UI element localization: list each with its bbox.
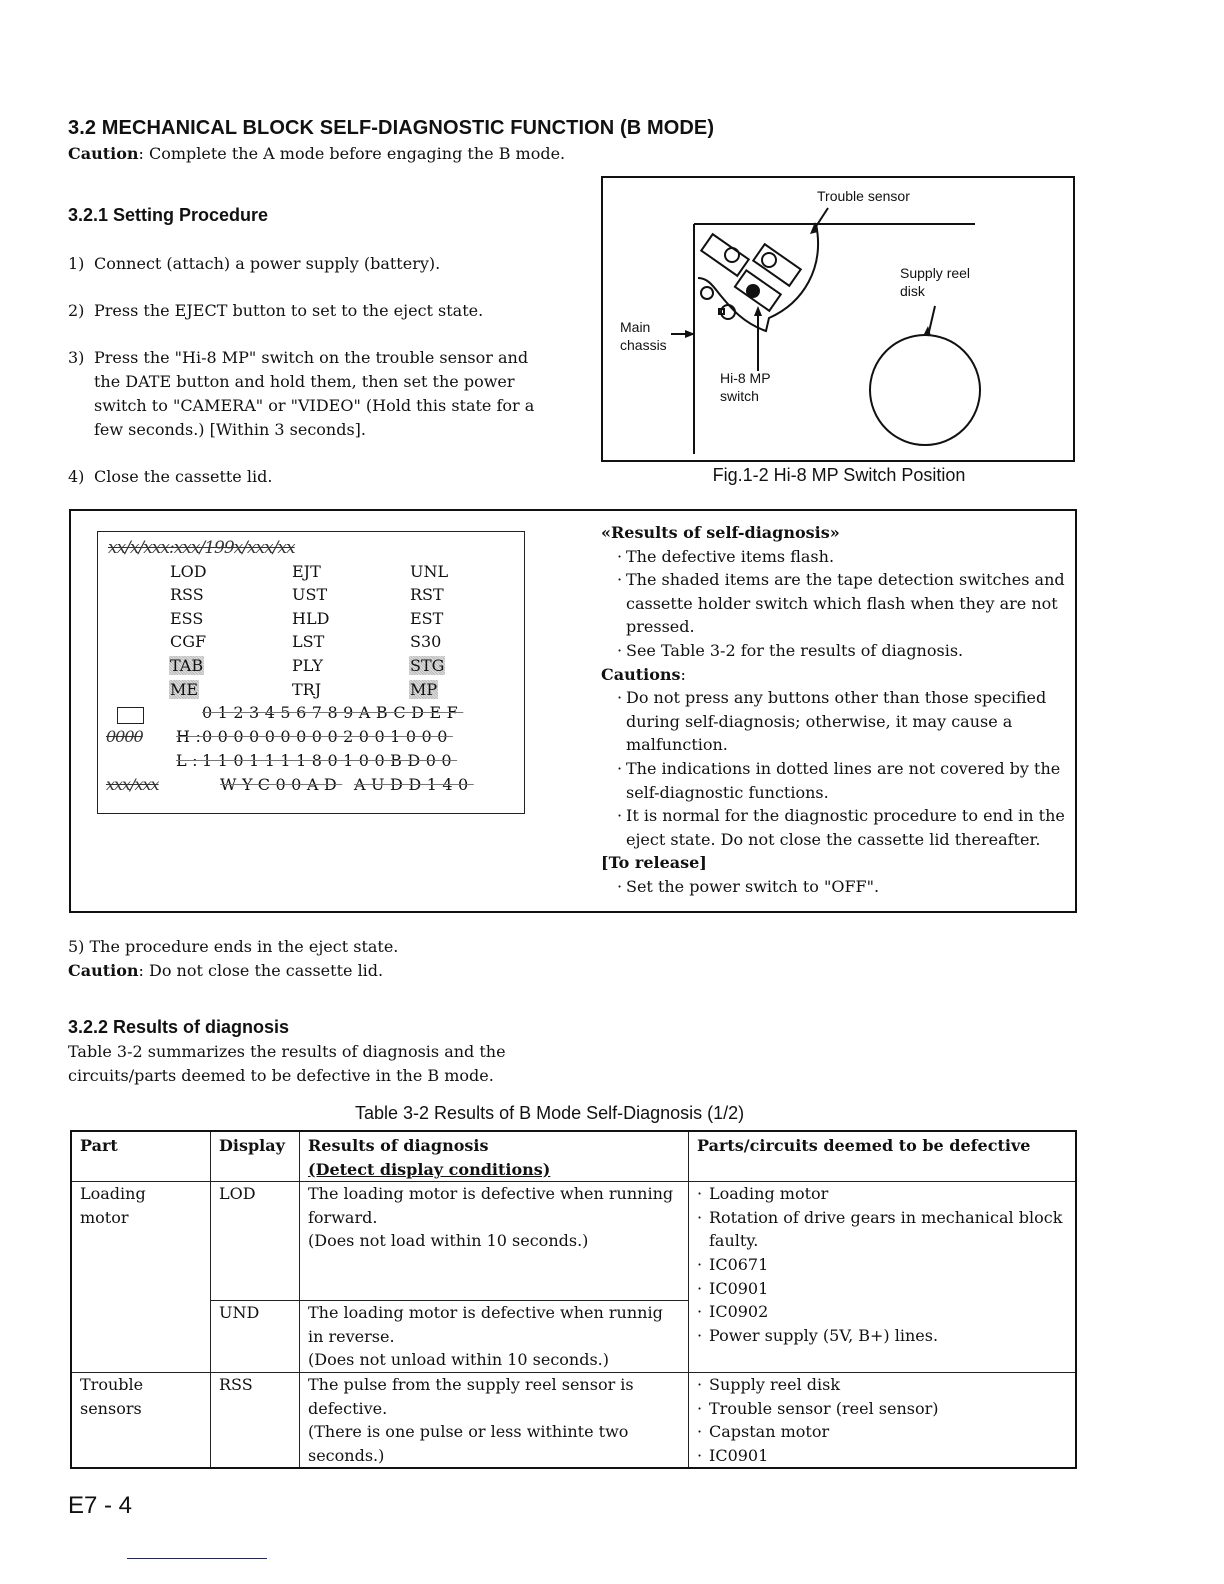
screen-item-shaded: STG (410, 656, 445, 675)
diagnosis-table (70, 1130, 1077, 1469)
header-parts: Parts/circuits deemed to be defective (689, 1131, 1077, 1182)
intro-line: Table 3-2 summarizes the results of diagnosis and the (68, 1042, 506, 1061)
label-trouble-sensor: Trouble sensor (817, 188, 910, 204)
screen-item-shaded: TAB (170, 656, 204, 675)
address-value: 0000 (106, 727, 143, 746)
l-values: 110111180100BD00 (202, 751, 458, 770)
parts-item: · IC0671 (697, 1253, 1067, 1277)
cell-line: defective. (308, 1398, 388, 1418)
procedure-step (68, 465, 538, 489)
parts-item: · Loading motor (697, 1182, 1067, 1206)
figure-hi8-switch-position (601, 176, 1075, 462)
caution-bullet: · It is normal for the diagnostic procedure to end in the eject state. Do not close the cassette lid thereafter. (601, 804, 1071, 851)
parts-item: · IC0901 (697, 1277, 1067, 1301)
parts-item: · IC0901 (697, 1444, 1067, 1468)
h-values: 0000000002001000 (202, 727, 453, 746)
label-supply-reel (900, 264, 970, 300)
step-text: Press the EJECT button to set to the eject state. (94, 301, 484, 320)
screen-item: LOD (170, 562, 207, 581)
label-line: disk (900, 283, 925, 299)
header-line: Results of diagnosis (308, 1136, 489, 1155)
label-line: Main (620, 319, 651, 335)
screen-top-line: xx/x/xxx:xxx/199x/xxx/xx (108, 538, 295, 558)
bullet-text: Do not press any buttons other than those specified during self-diagnosis; otherwise, it may cause a malfunction. (626, 688, 1047, 755)
h-label: H: (176, 727, 207, 746)
screen-item: CGF (170, 632, 207, 651)
cell-display: RSS (211, 1372, 300, 1468)
caution-text: : Do not close the cassette lid. (138, 961, 384, 980)
bullet-text: The defective items flash. (626, 546, 835, 566)
procedure-step (68, 346, 538, 442)
cautions-heading: Cautions: (601, 664, 686, 684)
screen-item: UNL (410, 562, 449, 581)
screen-item: PLY (292, 656, 323, 675)
hex-header: 0123456789ABCDEF (202, 703, 464, 722)
cell-line: The loading motor is defective when running (308, 1184, 674, 1204)
mechanism-diagram-icon (603, 178, 1073, 460)
step-number: 1) (68, 254, 85, 273)
parts-item: · IC0902 (697, 1300, 1067, 1324)
results-panel (601, 521, 1071, 899)
page-number: E7 - 4 (68, 1492, 133, 1519)
cell-line: (Does not unload within 10 seconds.) (308, 1350, 610, 1370)
label-hi8-mp-switch (720, 369, 771, 405)
bullet-text: The shaded items are the tape detection switches and cassette holder switch which flash when they are not pressed. (626, 570, 1065, 637)
screen-item-shaded: MP (410, 680, 438, 699)
caution-bullet: · Do not press any buttons other than those specified during self-diagnosis; otherwise, it may cause a malfunction. (601, 686, 1071, 757)
result-bullet: · The defective items flash. (601, 545, 1071, 569)
cell-line: seconds.) (308, 1445, 385, 1465)
cell-line: Loading (80, 1184, 146, 1204)
result-bullet: · The shaded items are the tape detection switches and cassette holder switch which flash when they are not pressed. (601, 568, 1071, 639)
cell-part (71, 1372, 211, 1468)
bullet-text: See Table 3-2 for the results of diagnosis. (626, 640, 964, 660)
bullet-text: Set the power switch to "OFF". (626, 876, 880, 896)
diagnostic-display-screen (97, 531, 525, 814)
item-text: IC0902 (709, 1302, 769, 1322)
table-header-row (71, 1131, 1076, 1182)
parts-item: · Power supply (5V, B+) lines. (697, 1324, 1067, 1348)
cell-result (300, 1372, 689, 1468)
step-number: 3) (68, 348, 85, 367)
link-underline[interactable] (127, 1558, 267, 1559)
results-section-title: 3.2.2 Results of diagnosis (68, 1017, 290, 1037)
release-bullet: · Set the power switch to "OFF". (601, 875, 1071, 899)
screen-bottom-right: AUDD140 (354, 775, 474, 794)
procedure-steps (68, 252, 538, 512)
screen-item: EJT (292, 562, 321, 581)
step-number: 2) (68, 301, 85, 320)
item-text: Capstan motor (709, 1422, 830, 1442)
table-row (71, 1182, 1076, 1301)
screen-item: ESS (170, 609, 204, 628)
table-caption: Table 3-2 Results of B Mode Self-Diagnosis (1/2) (355, 1103, 745, 1123)
figure-caption: Fig.1-2 Hi-8 MP Switch Position (712, 465, 966, 485)
label-line: Supply reel (900, 265, 971, 281)
screen-item: LST (292, 632, 325, 651)
setting-procedure-title: 3.2.1 Setting Procedure (68, 205, 269, 225)
cell-part (71, 1182, 211, 1373)
screen-bottom-left: xxx/xxx (106, 775, 159, 794)
procedure-step (68, 299, 538, 323)
cell-line: (Does not load within 10 seconds.) (308, 1231, 589, 1251)
result-bullet: · See Table 3-2 for the results of diagnosis. (601, 639, 1071, 663)
cell-line: sensors (80, 1398, 142, 1418)
caution-text: : Complete the A mode before engaging the B mode. (138, 144, 566, 163)
procedure-step (68, 252, 538, 276)
cell-line: Trouble (80, 1374, 144, 1394)
intro-line: circuits/parts deemed to be defective in the B mode. (68, 1066, 494, 1085)
caution-label: Caution (68, 144, 139, 163)
item-text: Rotation of drive gears in mechanical block faulty. (709, 1207, 1063, 1251)
cell-parts (689, 1182, 1077, 1373)
screen-bottom-mid: WYC00AD (220, 775, 343, 794)
label-main-chassis (620, 318, 667, 354)
cell-line: forward. (308, 1207, 378, 1227)
results-title: «Results of self-diagnosis» (601, 523, 840, 542)
label-line: chassis (620, 337, 667, 353)
step-number: 4) (68, 467, 85, 486)
bullet-text: The indications in dotted lines are not covered by the self-diagnostic functions. (626, 758, 1061, 802)
cell-display: LOD (211, 1182, 300, 1301)
step-text: Close the cassette lid. (94, 467, 273, 486)
header-display: Display (211, 1131, 300, 1182)
cell-result (300, 1301, 689, 1373)
step-text: Press the "Hi-8 MP" switch on the trouble sensor and the DATE button and hold them, then set the power switch to "CAMERA" or "VIDEO" (Hold this state for a few seconds.) [Within 3 seconds]. (94, 348, 535, 439)
cell-display: UND (211, 1301, 300, 1373)
screen-item: EST (410, 609, 444, 628)
screen-item: UST (292, 585, 328, 604)
cell-result (300, 1182, 689, 1301)
cell-parts (689, 1372, 1077, 1468)
caution-label: Caution (68, 961, 139, 980)
cell-line: The loading motor is defective when runnig (308, 1303, 663, 1323)
cell-line: (There is one pulse or less withinte two (308, 1422, 629, 1442)
release-heading: [To release] (601, 853, 707, 873)
parts-item: · Rotation of drive gears in mechanical block faulty. (697, 1206, 1067, 1253)
header-results (300, 1131, 689, 1182)
item-text: Trouble sensor (reel sensor) (709, 1398, 939, 1418)
header-line: (Detect display conditions) (308, 1159, 551, 1179)
screen-item: RSS (170, 585, 204, 604)
caution-lid-note (68, 959, 383, 983)
parts-item: · Trouble sensor (reel sensor) (697, 1397, 1067, 1421)
parts-item: · Capstan motor (697, 1420, 1067, 1444)
item-text: Supply reel disk (709, 1374, 841, 1394)
table-row (71, 1372, 1076, 1468)
item-text: Power supply (5V, B+) lines. (709, 1325, 939, 1345)
section-title: 3.2 MECHANICAL BLOCK SELF-DIAGNOSTIC FUNCTION (B MODE) (68, 117, 715, 139)
screen-item: HLD (292, 609, 330, 628)
screen-item-shaded: ME (170, 680, 199, 699)
caution-bullet: · The indications in dotted lines are not covered by the self-diagnostic functions. (601, 757, 1071, 804)
empty-box-icon (117, 707, 144, 724)
step-5: 5) The procedure ends in the eject state. (68, 937, 399, 956)
bullet-text: It is normal for the diagnostic procedure to end in the eject state. Do not close the cassette lid thereafter. (626, 806, 1065, 849)
item-text: IC0901 (709, 1278, 769, 1298)
label-line: switch (720, 388, 759, 404)
screen-item: RST (410, 585, 444, 604)
item-text: IC0901 (709, 1445, 769, 1465)
cell-line: The pulse from the supply reel sensor is (308, 1374, 634, 1394)
cautions-label: Cautions (601, 664, 681, 684)
header-part: Part (71, 1131, 211, 1182)
caution-note (68, 144, 565, 163)
item-text: IC0671 (709, 1254, 769, 1274)
step-text: Connect (attach) a power supply (battery). (94, 254, 441, 273)
screen-item: TRJ (292, 680, 322, 699)
item-text: Loading motor (709, 1184, 829, 1204)
cell-line: motor (80, 1207, 129, 1227)
l-label: L: (176, 751, 204, 770)
screen-item: S30 (410, 632, 442, 651)
results-intro (68, 1040, 506, 1088)
cell-line: in reverse. (308, 1326, 395, 1346)
label-line: Hi-8 MP (720, 370, 771, 386)
parts-item: · Supply reel disk (697, 1373, 1067, 1397)
